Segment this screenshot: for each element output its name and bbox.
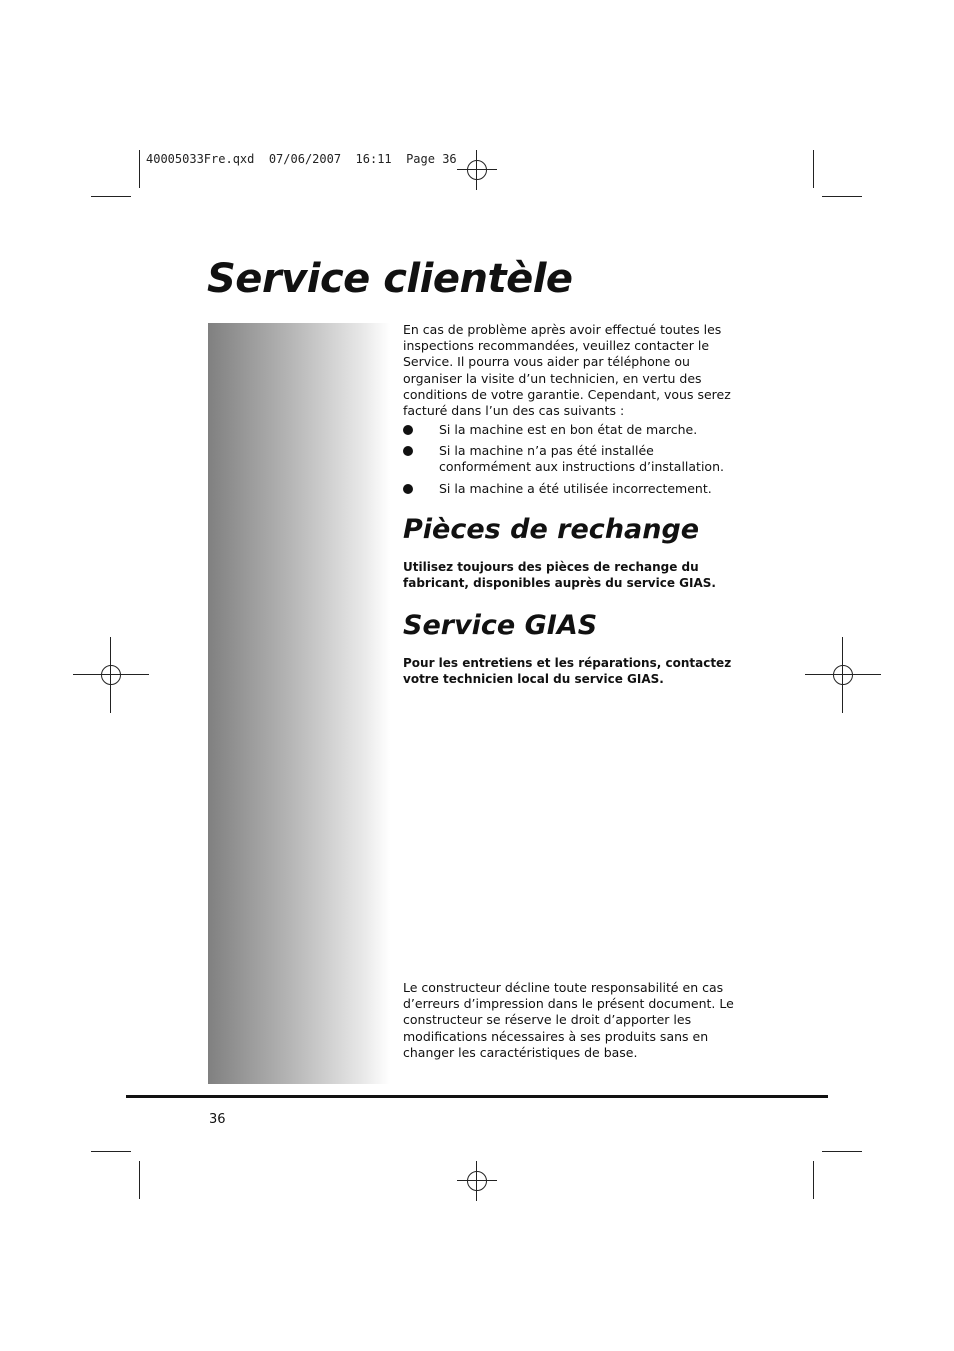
disclaimer-section (403, 980, 748, 1061)
list-item (403, 422, 748, 438)
bullet-icon (403, 446, 413, 456)
list-item-text: Si la machine est en bon état de marche. (439, 422, 698, 437)
crop-mark (822, 196, 862, 197)
registration-mark-icon (91, 655, 131, 695)
crop-mark (91, 1151, 131, 1152)
crop-mark (813, 150, 814, 188)
section-heading-gias: Service GIAS (403, 610, 598, 641)
crop-mark (822, 1151, 862, 1152)
registration-mark-icon (457, 1161, 497, 1201)
gias-paragraph: Pour les entretiens et les réparations, contactez votre technicien local du service GIAS. (403, 656, 732, 687)
pieces-section (403, 559, 748, 591)
disclaimer-paragraph: Le constructeur décline toute responsabilité en cas d’erreurs d’impression dans le présent document. Le constructeur se réserve le droit d’apporter les modifications nécessaires à ses produits sans en changer les caractéristiques de base. (403, 980, 734, 1060)
page-number: 36 (209, 1112, 226, 1127)
bullet-icon (403, 425, 413, 435)
gradient-sidebar-band (208, 323, 390, 1084)
intro-paragraph: En cas de problème après avoir effectué toutes les inspections recommandées, veuillez contacter le Service. Il pourra vous aider par téléphone ou organiser la visite d’un technicien, en vertu des conditions de votre garantie. Cependant, vous serez facturé dans l’un des cas suivants : (403, 322, 731, 419)
registration-mark-icon (823, 655, 863, 695)
list-item-text: Si la machine a été utilisée incorrectement. (439, 480, 712, 496)
footer-rule (126, 1095, 828, 1098)
crop-mark (139, 150, 140, 188)
page-title: Service clientèle (207, 256, 573, 302)
registration-mark-icon (457, 150, 497, 190)
pieces-paragraph: Utilisez toujours des pièces de rechange du fabricant, disponibles auprès du service GIAS. (403, 560, 716, 591)
bullet-icon (403, 484, 413, 494)
crop-mark (91, 196, 131, 197)
list-item-text: Si la machine n’a pas été installée conformément aux instructions d’installation. (439, 443, 724, 475)
crop-mark (813, 1161, 814, 1199)
section-heading-pieces: Pièces de rechange (403, 514, 700, 545)
list-item (403, 481, 748, 497)
crop-mark (139, 1161, 140, 1199)
list-item (403, 443, 748, 475)
conditions-list (403, 422, 748, 502)
printer-slug: 40005033Fre.qxd 07/06/2007 16:11 Page 36 (146, 152, 457, 166)
gias-section (403, 655, 748, 687)
intro-section (403, 322, 748, 419)
